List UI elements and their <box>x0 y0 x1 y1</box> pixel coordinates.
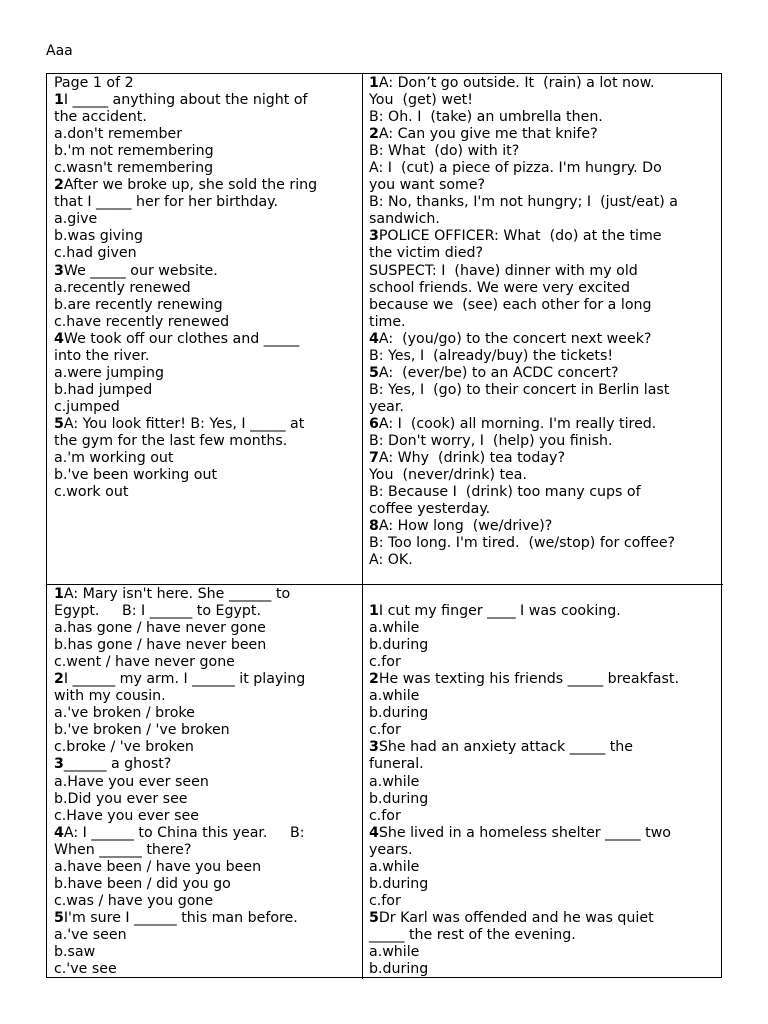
text-line <box>369 297 717 314</box>
text-line <box>54 484 356 501</box>
text-line <box>54 75 356 92</box>
line-text: We took off our clothes and _____ <box>63 330 300 347</box>
text-line <box>54 245 356 262</box>
text-line <box>369 705 717 722</box>
text-line <box>369 416 717 433</box>
text-line <box>54 722 356 739</box>
document-title: Aaa <box>46 43 73 59</box>
line-text: Egypt. B: I ______ to Egypt. <box>54 603 261 620</box>
text-line <box>54 756 356 773</box>
line-text: Dr Karl was offended and he was quiet <box>378 909 654 926</box>
line-text: b.are recently renewing <box>54 296 223 313</box>
text-line <box>369 620 717 637</box>
text-line <box>54 467 356 484</box>
line-text: B: Because I (drink) too many cups of <box>369 484 641 501</box>
line-text: time. <box>369 313 406 330</box>
text-line <box>54 586 356 603</box>
line-text: into the river. <box>54 347 150 364</box>
line-text: B: Yes, I (already/buy) the tickets! <box>369 347 614 364</box>
text-line <box>369 586 717 603</box>
line-text: a.'ve seen <box>54 926 127 943</box>
line-text: a.while <box>369 688 420 705</box>
text-line <box>54 160 356 177</box>
line-text: Page 1 of 2 <box>54 75 134 91</box>
line-text: ______ a ghost? <box>63 756 172 773</box>
text-line <box>54 211 356 228</box>
line-text: B: Too long. I'm tired. (we/stop) for coffee? <box>369 535 676 552</box>
text-line <box>369 75 717 92</box>
text-line <box>369 654 717 671</box>
line-text: A: How long (we/drive)? <box>378 518 553 535</box>
line-text: b.Did you ever see <box>54 790 188 807</box>
question-number: 1 <box>54 586 64 602</box>
question-number: 5 <box>369 364 379 381</box>
line-text: We _____ our website. <box>63 262 218 279</box>
text-line <box>369 944 717 961</box>
line-text: I cut my finger ____ I was cooking. <box>378 603 621 620</box>
text-line <box>54 910 356 927</box>
line-text: A: I ______ to China this year. B: <box>63 824 305 841</box>
line-text: b.during <box>369 790 429 807</box>
question-number: 2 <box>54 177 64 194</box>
line-text: c.jumped <box>54 398 120 415</box>
line-text: He was texting his friends _____ breakfast. <box>378 671 679 688</box>
line-text: b.during <box>369 875 429 892</box>
text-line <box>369 126 717 143</box>
text-line <box>369 774 717 791</box>
line-text: _____ the rest of the evening. <box>369 926 576 943</box>
text-line <box>54 620 356 637</box>
text-line <box>369 109 717 126</box>
line-text: the accident. <box>54 109 147 126</box>
text-line <box>54 194 356 211</box>
text-line <box>54 177 356 194</box>
text-line <box>54 961 356 978</box>
line-text: POLICE OFFICER: What (do) at the time <box>378 228 662 245</box>
text-line <box>369 382 717 399</box>
line-text: a.while <box>369 620 420 637</box>
line-text: school friends. We were very excited <box>369 279 630 296</box>
text-line <box>54 654 356 671</box>
line-text: A: You look fitter! B: Yes, I _____ at <box>63 415 305 432</box>
text-line <box>369 92 717 109</box>
text-line <box>54 825 356 842</box>
line-text: c.Have you ever see <box>54 807 199 824</box>
line-text: A: I (cut) a piece of pizza. I'm hungry. Do <box>369 160 662 177</box>
line-text: a.don't remember <box>54 126 183 143</box>
line-text: B: What (do) with it? <box>369 143 520 160</box>
line-text: funeral. <box>369 756 424 773</box>
line-text: b.'m not remembering <box>54 143 214 160</box>
line-text: c.broke / 've broken <box>54 739 194 756</box>
line-text: B: Don't worry, I (help) you finish. <box>369 432 613 449</box>
text-line <box>54 774 356 791</box>
line-text: c.for <box>369 722 401 739</box>
line-text: c.work out <box>54 484 129 501</box>
line-text: year. <box>369 398 404 415</box>
text-line <box>54 671 356 688</box>
text-line <box>54 382 356 399</box>
question-number: 5 <box>54 909 64 926</box>
text-line <box>54 399 356 416</box>
question-number: 8 <box>369 518 379 535</box>
exercise-table <box>46 73 722 978</box>
question-number: 3 <box>369 739 379 756</box>
question-number: 1 <box>369 75 379 91</box>
text-line <box>369 722 717 739</box>
text-line <box>54 705 356 722</box>
question-number: 2 <box>369 126 379 143</box>
text-line <box>54 808 356 825</box>
question-number: 4 <box>369 824 379 841</box>
text-line <box>369 535 717 552</box>
text-line <box>54 228 356 245</box>
text-line <box>369 876 717 893</box>
line-text: c.for <box>369 892 401 909</box>
text-line <box>54 263 356 280</box>
line-text: After we broke up, she sold the ring <box>63 177 318 194</box>
line-text: I _____ anything about the night of <box>63 92 308 109</box>
line-text: a.have been / have you been <box>54 858 262 875</box>
text-line <box>54 876 356 893</box>
text-line <box>369 433 717 450</box>
text-line <box>54 314 356 331</box>
text-line <box>369 194 717 211</box>
line-text: B: Oh. I (take) an umbrella then. <box>369 109 603 126</box>
text-line <box>54 688 356 705</box>
line-text: B: No, thanks, I'm not hungry; I (just/eat) a <box>369 194 678 211</box>
text-line <box>369 808 717 825</box>
text-line <box>369 331 717 348</box>
text-line <box>369 160 717 177</box>
line-text: a.has gone / have never gone <box>54 620 266 637</box>
table-cell-present-perfect-choice <box>47 585 363 979</box>
line-text: c.wasn't remembering <box>54 160 214 177</box>
text-line <box>54 348 356 365</box>
text-line <box>54 791 356 808</box>
line-text: b.was giving <box>54 228 143 245</box>
text-line <box>369 263 717 280</box>
table-cell-multiple-choice-tenses <box>47 74 363 585</box>
text-line <box>369 927 717 944</box>
line-text: c.went / have never gone <box>54 654 235 671</box>
line-text: I ______ my arm. I ______ it playing <box>63 671 306 688</box>
question-number: 1 <box>54 92 64 109</box>
question-number: 7 <box>369 450 379 467</box>
line-text: A: OK. <box>369 552 413 569</box>
text-line <box>369 348 717 365</box>
text-line <box>369 211 717 228</box>
line-text: b.during <box>369 637 429 654</box>
text-line <box>54 637 356 654</box>
line-text: b.saw <box>54 943 96 960</box>
text-line <box>54 416 356 433</box>
line-text: You (never/drink) tea. <box>369 467 527 484</box>
question-number: 3 <box>369 228 379 245</box>
question-number: 4 <box>54 330 64 347</box>
line-text: b.has gone / have never been <box>54 637 267 654</box>
question-number: 2 <box>369 671 379 688</box>
line-text: c.have recently renewed <box>54 313 230 330</box>
text-line <box>54 944 356 961</box>
question-number: 6 <box>369 415 379 432</box>
text-line <box>369 842 717 859</box>
line-text: A: (ever/be) to an ACDC concert? <box>378 364 619 381</box>
line-text: You (get) wet! <box>369 92 473 109</box>
line-text: a.'m working out <box>54 450 174 467</box>
text-line <box>54 109 356 126</box>
text-line <box>54 126 356 143</box>
text-line <box>54 859 356 876</box>
line-text <box>369 586 374 602</box>
text-line <box>369 245 717 262</box>
question-number: 4 <box>54 824 64 841</box>
text-line <box>369 552 717 569</box>
line-text: b.had jumped <box>54 381 153 398</box>
line-text: a.recently renewed <box>54 279 191 296</box>
question-number: 3 <box>54 756 64 773</box>
line-text: b.'ve been working out <box>54 467 218 484</box>
line-text: A: Mary isn't here. She ______ to <box>63 586 291 602</box>
text-line <box>369 399 717 416</box>
question-number: 3 <box>54 262 64 279</box>
line-text: She had an anxiety attack _____ the <box>378 739 634 756</box>
text-line <box>369 365 717 382</box>
line-text: a.while <box>369 858 420 875</box>
text-line <box>369 143 717 160</box>
text-line <box>369 177 717 194</box>
line-text: c.'ve see <box>54 961 117 978</box>
text-line <box>54 365 356 382</box>
text-line <box>54 280 356 297</box>
text-line <box>54 143 356 160</box>
text-line <box>369 518 717 535</box>
line-text: A: Don’t go outside. It (rain) a lot now. <box>378 75 655 91</box>
line-text: c.had given <box>54 245 137 262</box>
line-text: a.give <box>54 211 98 228</box>
line-text: When ______ there? <box>54 841 192 858</box>
text-line <box>369 501 717 518</box>
line-text: SUSPECT: I (have) dinner with my old <box>369 262 638 279</box>
line-text: sandwich. <box>369 211 440 228</box>
line-text: c.for <box>369 654 401 671</box>
line-text: b.during <box>369 705 429 722</box>
line-text: because we (see) each other for a long <box>369 296 652 313</box>
line-text: a.'ve broken / broke <box>54 705 195 722</box>
question-number: 2 <box>54 671 64 688</box>
line-text: you want some? <box>369 177 486 194</box>
question-number: 4 <box>369 330 379 347</box>
text-line <box>369 484 717 501</box>
question-number: 5 <box>369 909 379 926</box>
text-line <box>369 739 717 756</box>
text-line <box>369 467 717 484</box>
text-line <box>54 893 356 910</box>
table-cell-verb-gap-fill <box>363 74 723 585</box>
line-text: coffee yesterday. <box>369 501 491 518</box>
text-line <box>369 314 717 331</box>
line-text: b.during <box>369 961 429 978</box>
line-text: B: Yes, I (go) to their concert in Berlin last <box>369 381 670 398</box>
line-text: She lived in a homeless shelter _____ two <box>378 824 671 841</box>
line-text: A: I (cook) all morning. I'm really tired. <box>378 415 657 432</box>
line-text: a.while <box>369 773 420 790</box>
text-line <box>369 859 717 876</box>
line-text: with my cousin. <box>54 688 166 705</box>
text-line <box>54 331 356 348</box>
text-line <box>369 228 717 245</box>
text-line <box>54 603 356 620</box>
question-number: 5 <box>54 415 64 432</box>
text-line <box>369 893 717 910</box>
text-line <box>369 961 717 978</box>
text-line <box>54 927 356 944</box>
text-line <box>369 791 717 808</box>
line-text: A: Why (drink) tea today? <box>378 450 565 467</box>
text-line <box>369 756 717 773</box>
line-text: b.'ve broken / 've broken <box>54 722 230 739</box>
line-text: years. <box>369 841 413 858</box>
line-text: I'm sure I ______ this man before. <box>63 909 298 926</box>
text-line <box>369 825 717 842</box>
text-line <box>54 297 356 314</box>
text-line <box>369 450 717 467</box>
line-text: A: Can you give me that knife? <box>378 126 598 143</box>
text-line <box>54 450 356 467</box>
line-text: the victim died? <box>369 245 483 262</box>
text-line <box>54 739 356 756</box>
line-text: the gym for the last few months. <box>54 432 288 449</box>
line-text: A: (you/go) to the concert next week? <box>378 330 652 347</box>
text-line <box>369 910 717 927</box>
text-line <box>369 688 717 705</box>
text-line <box>369 603 717 620</box>
text-line <box>369 280 717 297</box>
text-line <box>54 433 356 450</box>
line-text: b.have been / did you go <box>54 875 231 892</box>
text-line <box>54 842 356 859</box>
text-line <box>369 637 717 654</box>
table-cell-while-during-for <box>363 585 723 979</box>
line-text: that I _____ her for her birthday. <box>54 194 279 211</box>
text-line <box>369 671 717 688</box>
line-text: c.was / have you gone <box>54 892 214 909</box>
line-text: a.Have you ever seen <box>54 773 209 790</box>
line-text: c.for <box>369 807 401 824</box>
question-number: 1 <box>369 603 379 620</box>
line-text: a.while <box>369 943 420 960</box>
line-text: a.were jumping <box>54 364 164 381</box>
text-line <box>54 92 356 109</box>
